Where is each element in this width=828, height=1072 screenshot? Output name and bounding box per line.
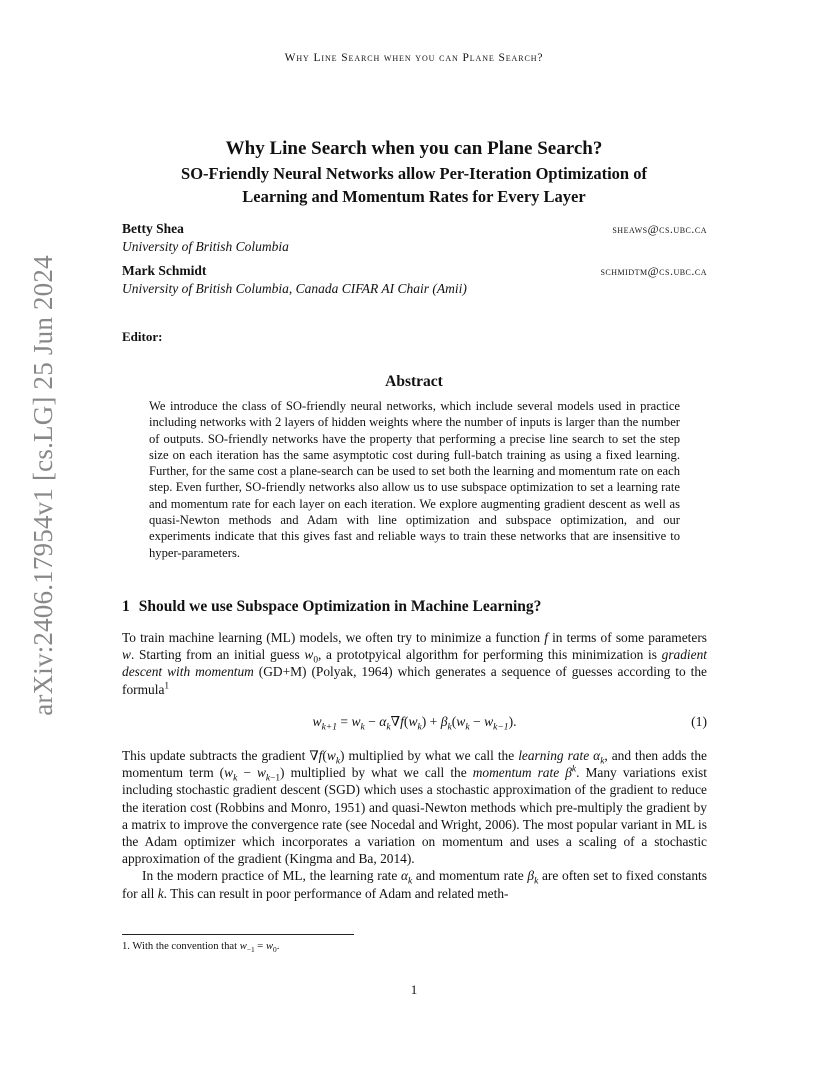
title-subtitle-line2: Learning and Momentum Rates for Every Layer	[242, 187, 586, 206]
author-block-1	[122, 221, 707, 255]
paragraph-update: This update subtracts the gradient $\nabla f(w_k)$ multiplied by what we call the learning rate $\alpha_k$, and then adds the momentum term $(w_k - w_{k-1})$ multiplied by what we call the momentum rate $\beta^k$. Many variations exist including stochastic gradient descent (SGD) which uses a stochastic approximation of the gradient to reduce the iteration cost (Robbins and Monro, 1951) and quasi-Newton methods which pre-multiply the gradient by a matrix to improve the convergence rate (see Nocedal and Wright, 2006). The most popular variant in ML is the Adam optimizer which incorporates a variation on momentum and uses a scaling of a stochastic approximation of the gradient (Kingma and Ba, 2014). In the modern practice of ML, the learning rate $\alpha_k$ and momentum rate $\beta_k$ are often set to fixed constants for all k. This can result in poor performance of Adam and related meth-	[122, 748, 707, 901]
editor-label: Editor:	[122, 329, 163, 344]
author-name: Mark Schmidt	[122, 263, 207, 278]
emphasis-gdm: gradient descent with momentum	[122, 647, 708, 680]
footnote-rule	[122, 934, 354, 935]
section-title: Should we use Subspace Optimization in Machine Learning?	[138, 598, 542, 615]
title-main: Why Line Search when you can Plane Search?	[225, 138, 603, 159]
abstract-text: We introduce the class of SO-friendly neural networks, which include several models used in practice including networks with 2 layers of hidden weights where the number of inputs is larger than the number of outputs. SO-friendly networks have the property that performing a precise line search to set the step size on each iteration has the same asymptotic cost during full-batch training as using a fixed learning. Further, for the same cost a plane-search can be used to set both the learning and momentum rate on each step. Even further, SO-friendly networks also allow us to use subspace optimization to set a learning rate and momentum rate for each layer on each iteration. We explore augmenting gradient descent as well as quasi-Newton methods and Adam with line optimization and subspace optimization, and our experiments indicate that this gives fast and reliable ways to train these networks that are insensitive to hyper-parameters.	[149, 399, 680, 560]
section-number: 1	[122, 598, 130, 615]
section-heading	[122, 598, 541, 616]
running-head: Why Line Search when you can Plane Search?	[284, 52, 544, 64]
paragraph-practice: In the modern practice of ML, the learning rate $\alpha_k$ and momentum rate $\beta_k$ are often set to fixed constants for all k. This can result in poor performance of Adam and related meth-	[122, 868, 707, 901]
arxiv-sidebar	[22, 254, 64, 716]
emphasis-learning-rate: learning rate	[518, 748, 590, 763]
footnote: 1. With the convention that $w_{-1} = w_0$.	[122, 941, 280, 955]
paper-title	[100, 137, 728, 207]
author-affiliation: University of British Columbia, Canada CIFAR AI Chair (Amii)	[122, 281, 467, 296]
abstract-heading: Abstract	[385, 373, 443, 390]
footnote-marker: 1	[164, 681, 170, 692]
author-block-2	[122, 263, 707, 297]
page-number: 1	[410, 982, 418, 997]
paragraph-intro: To train machine learning (ML) models, we often try to minimize a function f in terms of some parameters w. Starting from an initial guess $w_0$, a prototpyical algorithm for performing this minimization is gradient descent with momentum (GD+M) (Polyak, 1964) which generates a sequence of guesses according to the formula$^1$	[122, 630, 708, 697]
author-email: sheaws@cs.ubc.ca	[612, 222, 707, 236]
emphasis-momentum-rate: momentum rate	[472, 765, 560, 781]
author-email: schmidtm@cs.ubc.ca	[600, 264, 707, 278]
equation-1	[122, 714, 707, 734]
gdm-update-formula: $w_{k+1} = w_k - \alpha_k\nabla f(w_k) + \beta_k(w_k - w_{k-1})$.	[312, 714, 517, 733]
author-affiliation: University of British Columbia	[122, 239, 289, 254]
author-name: Betty Shea	[122, 221, 184, 236]
title-subtitle-line1: SO-Friendly Neural Networks allow Per-Iteration Optimization of	[181, 164, 647, 183]
equation-number: (1)	[691, 714, 707, 729]
arxiv-identifier: arXiv:2406.17954v1 [cs.LG] 25 Jun 2024	[27, 254, 58, 716]
